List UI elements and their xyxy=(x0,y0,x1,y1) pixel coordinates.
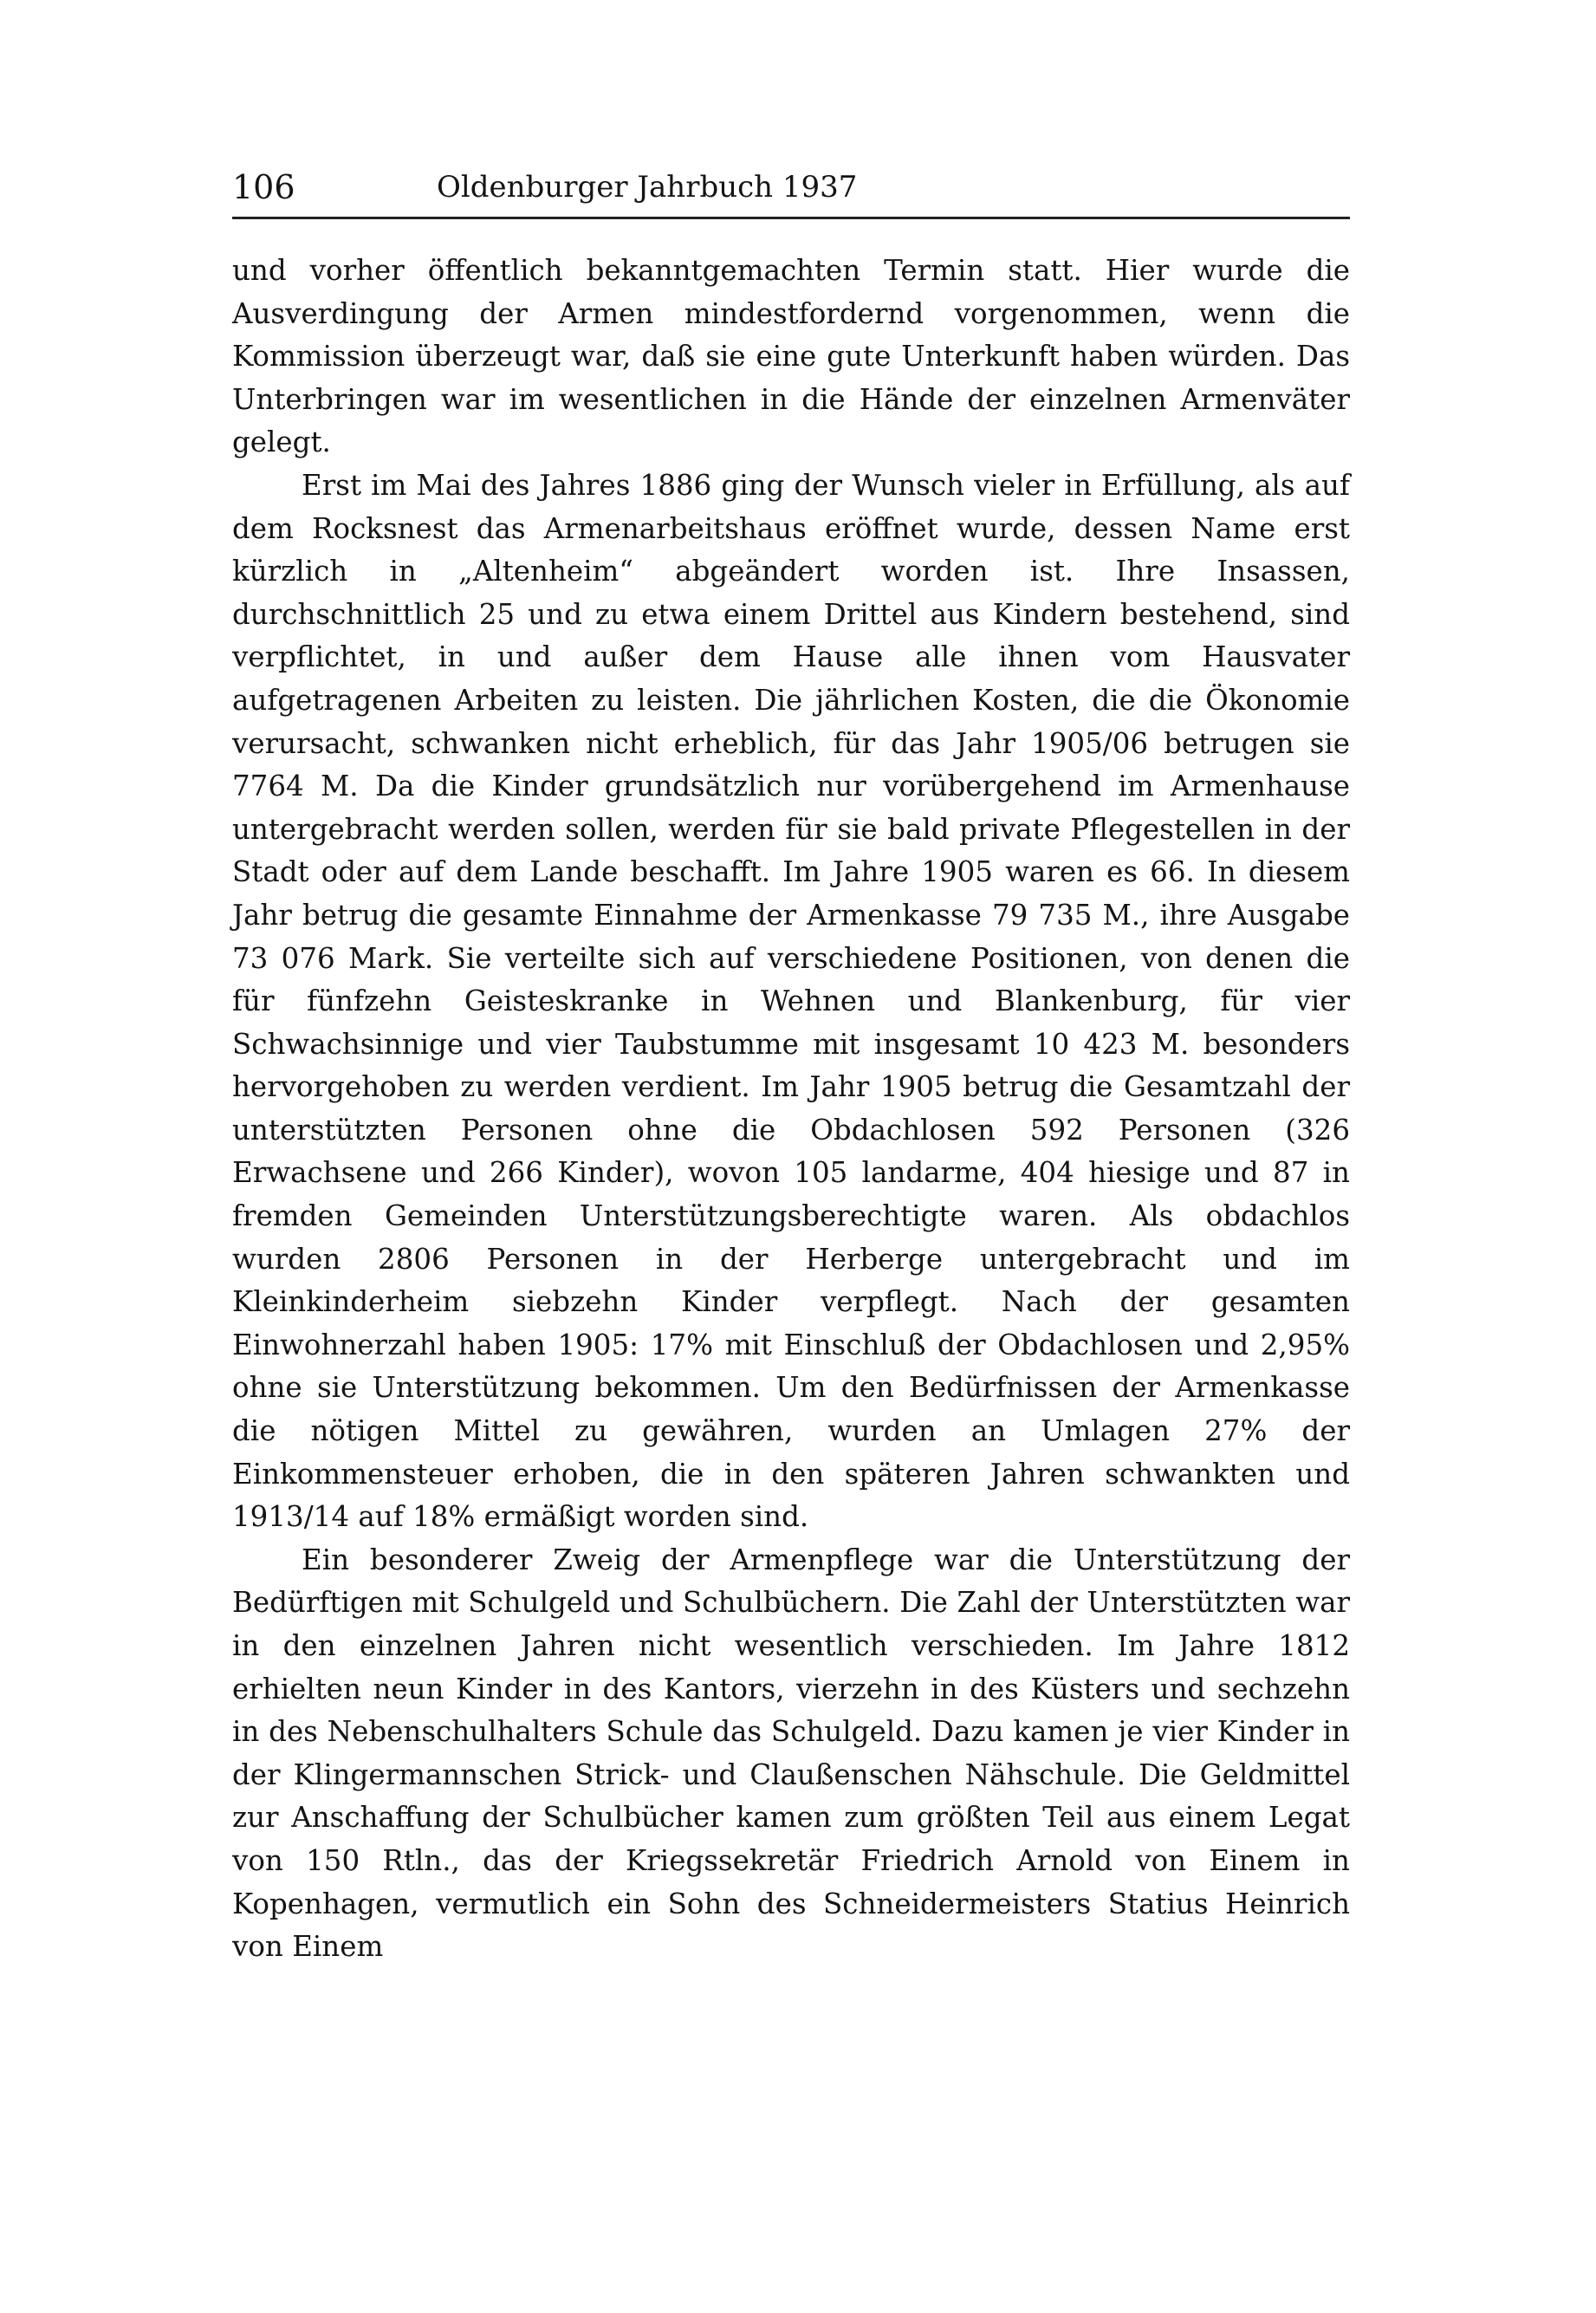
running-header xyxy=(232,163,1350,219)
body-text xyxy=(232,250,1350,1969)
paragraph-3: Ein besonderer Zweig der Armenpflege war die Unterstützung der Bedürftigen mit Schulgeld und Schulbüchern. Die Zahl der Unterstützten war in den einzelnen Jahren nicht wesentlich verschieden. Im Jahre 1812 erhielten neun Kinder in des Kantors, vierzehn in des Küsters und sechzehn in des Nebenschulhalters Schule das Schulgeld. Dazu kamen je vier Kinder in der Klingermannschen Strick- und Claußenschen Nähschule. Die Geldmittel zur Anschaffung der Schulbücher kamen zum größten Teil aus einem Legat von 150 Rtln., das der Kriegssekretär Friedrich Arnold von Einem in Kopenhagen, vermutlich ein Sohn des Schneidermeisters Statius Heinrich von Einem xyxy=(232,1543,1350,1964)
running-title: Oldenburger Jahrbuch 1937 xyxy=(437,170,858,205)
paragraph-1: und vorher öffentlich bekanntgemachten Termin statt. Hier wurde die Ausverdingung der Armen mindestfordernd vorgenommen, wenn die Kommission überzeugt war, daß sie eine gute Unterkunft haben würden. Das Unterbringen war im wesentlichen in die Hände der einzelnen Armenväter gelegt. xyxy=(232,254,1350,459)
paragraph-2: Erst im Mai des Jahres 1886 ging der Wunsch vieler in Erfüllung, als auf dem Rocksnest das Armenarbeitshaus eröffnet wurde, dessen Name erst kürzlich in „Altenheim“ abgeändert worden ist. Ihre Insassen, durchschnittlich 25 und zu etwa einem Drittel aus Kindern bestehend, sind verpflichtet, in und außer dem Hause alle ihnen vom Hausvater aufgetragenen Arbeiten zu leisten. Die jährlichen Kosten, die die Ökonomie verursacht, schwanken nicht erheblich, für das Jahr 1905/06 betrugen sie 7764 M. Da die Kinder grundsätzlich nur vorübergehend im Armenhause untergebracht werden sollen, werden für sie bald private Pflegestellen in der Stadt oder auf dem Lande beschafft. Im Jahre 1905 waren es 66. In diesem Jahr betrug die gesamte Einnahme der Armenkasse 79 735 M., ihre Ausgabe 73 076 Mark. Sie verteilte sich auf verschiedene Positionen, von denen die für fünfzehn Geisteskranke in Wehnen und Blankenburg, für vier Schwachsinnige und vier Taubstumme mit insgesamt 10 423 M. besonders hervorgehoben zu werden verdient. Im Jahr 1905 betrug die Gesamtzahl der unterstützten Personen ohne die Obdachlosen 592 Personen (326 Erwachsene und 266 Kinder), wovon 105 landarme, 404 hiesige und 87 in fremden Gemeinden Unterstützungsberechtigte waren. Als obdachlos wurden 2806 Personen in der Herberge untergebracht und im Kleinkinderheim siebzehn Kinder verpflegt. Nach der gesamten Einwohnerzahl haben 1905: 17% mit Einschluß der Obdachlosen und 2,95% ohne sie Unterstützung bekommen. Um den Bedürfnissen der Armenkasse die nötigen Mittel zu gewähren, wurden an Umlagen 27% der Einkommensteuer erhoben, die in den späteren Jahren schwankten und 1913/14 auf 18% ermäßigt worden sind. xyxy=(232,468,1350,1534)
page-number: 106 xyxy=(232,168,295,206)
